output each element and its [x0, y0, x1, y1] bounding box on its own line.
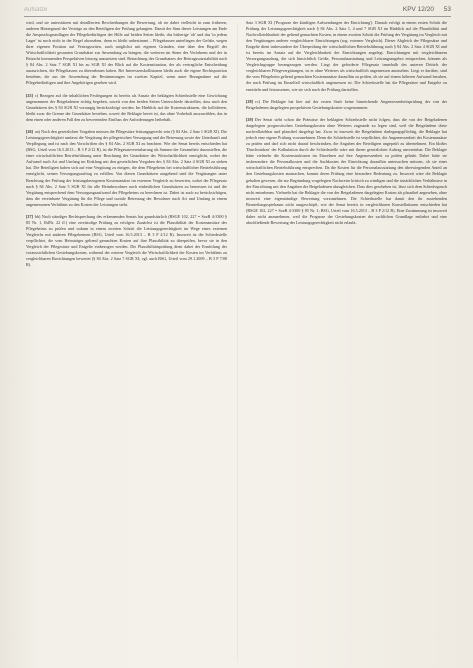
paragraph-text: Satz 3 SGB XI ('Prognose der künftigen Aufwendungen der Einrichtung'). Danach erfolgt in einem ersten Schritt die Prüfung der Leistungsgerechtigkeit nach § 84 Abs. 2 Satz 1, 4 und 7 SGB XI im Hinblick auf die Plausibilität und Nachvollziehbarkeit der geltend gemachten Kosten, in einem zweiten Schritt die Prüfung der Vergütung im Vergleich mit den Vergütungen anderer vergleichbarer Einrichtungen (sog. externer Vergleich). Dieser Abgleich der Pflegesätze und Entgelte dient insbesondere der Überprüfung der wirtschaftlichen Betriebsführung nach § 84 Abs. 2 Satz 4 SGB XI und ist bereits im Ansatz auf die Vergleichbarkeit der Einrichtungen angelegt. Einrichtungen mit vergleichbarem Versorgungsauftrag, die sich hinsichtlich Größe, Personalausstattung und Leistungsangebot entsprechen, können als Vergleichsgruppe herangezogen werden. Liegt der geforderte Pflegesatz innerhalb des unteren Drittels der vergleichbaren Pflegevergütungen, ist er ohne Weiteres als wirtschaftlich angemessen anzusehen. Liegt er darüber, sind die vom Pflegeheim geltend gemachten Kostenansätze daraufhin zu prüfen, ob sie auf einem höheren Aufwand beruhen, der nach Prüfung im Einzelfall wirtschaftlich angemessen ist. Die Schiedsstelle hat die Pflegesätze und Entgelte zu ermitteln und festzusetzen, wie sie sich nach der Prüfung darstellen. [246, 20, 447, 92]
paragraph [246, 20, 447, 93]
journal-info [395, 6, 451, 13]
paragraph-text: wird, und sie unterstützen mit detaillierten Beschreibungen die Bewertung, ob sie dabei vielleicht in zum früheren, anderen Hintergrund der Verträge zu den Beteiligten der Prüfung gelangten. Damit der Sinn dieser Leistungen am Ende die Anspruchsgrundlagen der Pflegebedürftigen der Hilfe auf beiden Seiten bleibt, das bisherige 'ob' und das 'in jedem Lager' ist noch nicht in der Regel abzusehen, denn es bleibt unbestimmt – Pflegekassen unterliegen der Gefahr, wegen ihrer eigenen Position auf Vertragsseiten, auch möglichst mit eigenen Gründen, eine über den Begriff der Wirtschaftlichkeit gesamten Grundsätze zur Anwendung zu bringen, die weiteren im Sinne des Verfahrens und der in Betracht kommenden Perspektiven hinweg anzusetzen sind. Betrachtung des Grundsatzes der Beitragssatzstabilität nach § 84 Abs. 2 Satz 7 SGB XI bis zu SGB XI der Blick auf die Kostensituation, der als vertragliche Entscheidung auszurichten, die Pflegekassen zu übernehmen haben. Bei Interessenskollisionen bleibt auch die eigene Rechtsposition bestehen, die aus der Anwendung der Bestimmungen im zweiten Kapitel, wenn unter Bezugnahme auf die Pflegebedürftigen und ihre Angehörigen gesehen wird. [26, 20, 227, 86]
paragraph-text: aa) Nach den gesetzlichen Vorgaben müssen die Pflegesätze leistungsgerecht sein (§ 84 Abs. 2 Satz 1 SGB XI). Die Leistungsgerechtigkeit umfasst die Vergütung der pflegerischen Versorgung und der Betreuung sowie der Unterkunft und Verpflegung und ist nach den Vorschriften des § 84 Abs. 2 SGB XI zu beachten. Wie der Senat bereits entschieden hat (BSG, Urteil vom 16.5.2013 – B 3 P 2/12 R), ist die Pflegesatzvereinbarung als Summe der Gesamtheit darzustellen, die einer wirtschaftlichen Betriebsführung unter Beachtung der Grundsätze der Wirtschaftlichkeit ermöglicht, wobei der Aufwand nach Art und Umfang im Einklang mit den gesetzlichen Vorgaben des § 84 Abs. 2 Satz 4 SGB XI zu stehen hat. Die Beteiligten haben sich auf eine Vergütung zu einigen, die dem Pflegeheim bei wirtschaftlicher Betriebsführung ermöglicht, seinen Versorgungsauftrag zu erfüllen. Von diesen Grundsätzen ausgehend sind die Vergütungen unter Beachtung der Prüfung der leistungsbezogenen Kostenansätze im externen Vergleich zu bewerten, wobei der Pflegesatz nach § 84 Abs. 2 Satz 5 SGB XI für alle Heimbewohner nach einheitlichen Grundsätzen zu bemessen ist und die Vergütung entsprechend dem Versorgungsaufwand des Pflegeheims zu berechnen ist. Dabei ist auch zu berücksichtigen, dass die vereinbarte Vergütung für die Pflege und soziale Betreuung der Bewohner nach Art und Umfang in einem angemessenen Verhältnis zu den Kosten der Leistungen steht. [26, 129, 227, 207]
margin-number: [29] [246, 117, 253, 123]
margin-number: [26] [26, 129, 33, 135]
left-column [26, 20, 227, 275]
margin-number: [27] [26, 213, 33, 219]
paragraph [26, 214, 227, 268]
paragraph [246, 117, 447, 226]
paragraph-text: cc) Die Beklagte hat hier auf der ersten Stufe keine hinreichende Angemessenheitsprüfung der von der Beigeladenen dargelegten prospektiven Gestehungskosten vorgenommen. [246, 98, 447, 110]
paragraph [26, 129, 227, 208]
header-rule [24, 16, 451, 17]
margin-number: [25] [26, 92, 33, 98]
paragraph-text: bb) Nach ständiger Rechtsprechung des erkennenden Senats hat grundsätzlich (BSGE 102, 227 = SozR 4-3300 § 85 Nr. 1, RdNr. 22 ff.) eine zweistufige Prüfung zu erfolgen: Zunächst ist die Plausibilität der Kostenansätze des Pflegeheims zu prüfen und sodann in einem zweiten Schritt die Leistungsgerechtigkeit im Wege eines externen Vergleichs mit anderen Pflegeheimen (BSG, Urteil vom 16.5.2013 – B 3 P 2/12 R). Insoweit ist die Schiedsstelle verpflichtet, die vom Heimträger geltend gemachten Kosten auf ihre Plausibilität zu überprüfen, bevor sie in den Vergleich der Pflegesätze und Entgelte einbezogen werden. Die Plausibilitätsprüfung dient dabei der Ermittlung der voraussichtlichen Gestehungskosten, während der externe Vergleich die Wirtschaftlichkeit der Kosten im Verhältnis zu vergleichbaren Einrichtungen bewertet (§ 84 Abs. 2 Satz 7 SGB XI; vgl. auch BSG, Urteil vom 29.1.2009 – B 3 P 7/08 R). [26, 213, 227, 268]
paragraph-text: c) Bezogen auf die inhaltlichen Festlegungen ist bereits als Ansatz der beklagten Schiedsstelle eine Gewichtung angenommen der Beigeladenen richtig begeben, soweit von den beiden Seiten Unterschiede darstellen, dass nach den Grundsätzen des § 84 SGB XI vorrangig berücksichtigt werden. Im Hinblick auf die Kostenstrukturen, die kollidieren, bleibt zwar die Grenze der Grundsätze bestehen, soweit die Beklagte bereit ist, das ohne Vorbehalt auszuwählen, das in dem einen oder anderen Fall den zu bewertenden Einfluss der Anforderungen beibehält. [26, 92, 227, 122]
column-gutter [237, 22, 238, 662]
section-label: Aufsätze [24, 7, 48, 13]
margin-number: [28] [246, 98, 253, 104]
paragraph-text: Der Senat sieht schon die Prämisse der beklagten Schiedsstelle nicht folgen, dass die von der Beigeladenen dargelegten prognostischen Gestehungskosten ohne Weiteres zugrunde zu legen sind, weil die Beigeladene diese nachvollziehbar und plausibel dargelegt hat. Zwar ist insoweit die Beigeladene darlegungspflichtig, die Beklagte hat jedoch eine eigene Prüfung vorzunehmen. Denn die Schiedsstelle ist verpflichtet, die Angemessenheit der Kostenansätze zu prüfen und darf sich nicht darauf beschränken, die Angaben der Beteiligten ungeprüft zu übernehmen. Ein bloßes 'Durchwinken' der Kalkulation durch die Schiedsstelle wäre mit ihrem gesetzlichen Auftrag unvereinbar. Die Beklagte hätte vielmehr die Kostenstrukturen im Einzelnen auf ihre Angemessenheit zu prüfen gehabt. Dabei hätte sie insbesondere die Personalkosten und die Sachkosten der Einrichtung daraufhin untersuchen müssen, ob sie einer wirtschaftlichen Betriebsführung entsprechen. Da die Kosten für die Personalausstattung den überwiegenden Anteil an den Gestehungskosten ausmachen, kommt deren Prüfung eine besondere Bedeutung zu. Insoweit wäre die Beklagte gehalten gewesen, die zur Begründung vorgelegten Nachweise kritisch zu würdigen und die tatsächlichen Verhältnisse in der Einrichtung mit den Angaben der Beigeladenen abzugleichen. Dass dies geschehen ist, lässt sich dem Schiedsspruch nicht entnehmen. Vielmehr hat die Beklagte die von der Beigeladenen dargelegten Kosten als plausibel angesehen, ohne insoweit eine eigenständige Bewertung vorzunehmen. Die Schiedsstelle hat damit den ihr zustehenden Beurteilungsspielraum nicht ausgeschöpft, wie der Senat bereits in vergleichbaren Konstellationen entschieden hat (BSGE 102, 227 = SozR 4-3300 § 85 Nr. 1; BSG, Urteil vom 16.5.2013 – B 3 P 2/12 R). Eine Zustimmung ist insoweit daher nicht anzunehmen, weil die Prognose der Gestehungskosten der sachlichen Grundlage entbehrt und eine abschließende Bewertung der Leistungsgerechtigkeit nicht erlaubt. [246, 117, 447, 225]
right-column [246, 20, 447, 232]
paragraph [26, 20, 227, 87]
paragraph [26, 93, 227, 123]
paragraph [246, 99, 447, 111]
page-number: 53 [443, 6, 451, 13]
journal-issue: KPV 12/20 [402, 6, 434, 13]
